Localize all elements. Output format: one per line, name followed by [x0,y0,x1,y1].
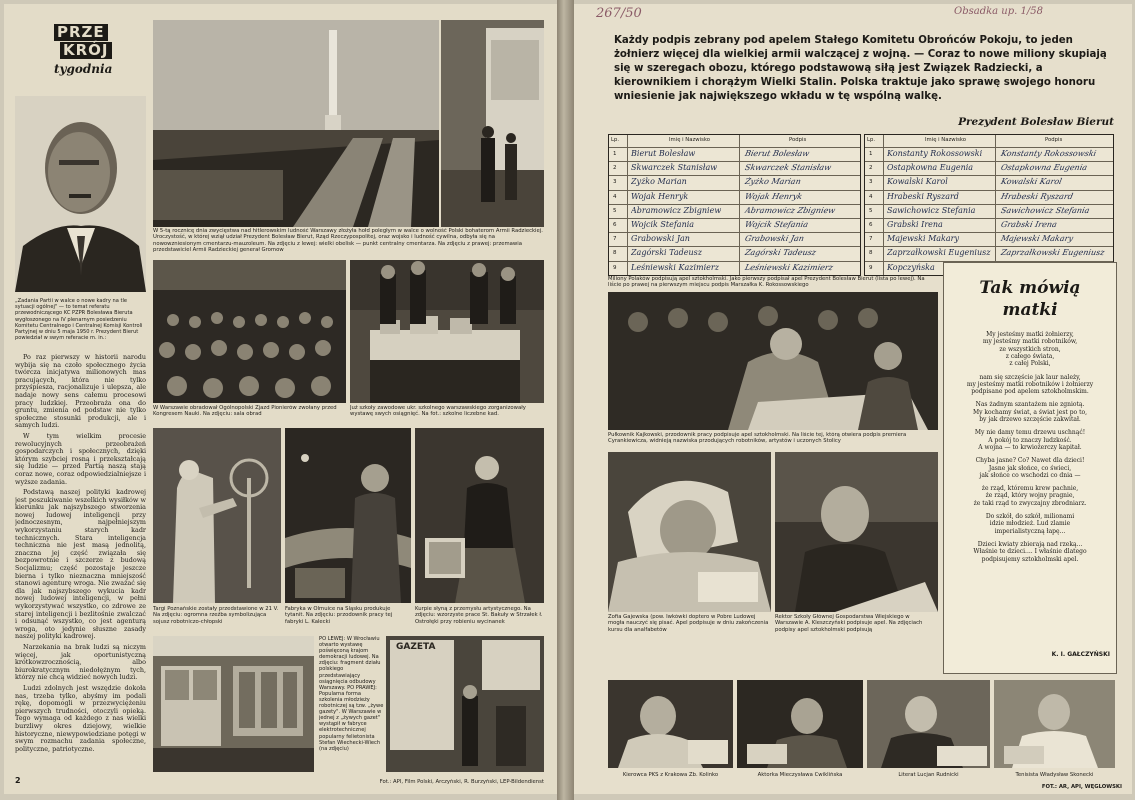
article-text [15,354,146,784]
poem-box [943,262,1117,674]
col-sign: Podpis [1045,137,1063,143]
poem-line: podpisujemy sztokholmski apel. [981,555,1079,563]
signature-name: Hrabeski Ryszard [887,191,959,201]
right-photo-credits: FOT.: AR, API, WĘGLOWSKI [1041,784,1122,790]
signature-name: Grabowski Jan [631,234,690,244]
article-paragraph: Ludzi zdolnych jest wszędzie dokoła nas, trzeba tylko, abyśmy im podali rękę, dopomogli w przezwyciężeniu pierwszych trudności, otoczyli opieką. Tego wymaga od każdego z nas wielki burzliwy okres dziejowy, wielkie historyczne, niewypowiedziane potęgi w swym rozmachu zadania społeczne, polityczne, patriotyczne. [15,683,146,753]
portrait-photo [15,96,146,292]
poem-title-line2: matki [1002,300,1058,320]
signature-row-divider [865,147,1113,148]
signature-name: Sawichowicz Stefania [887,205,976,215]
page-number: 2 [15,776,21,785]
col-sign: Podpis [789,137,807,143]
grandmother-caption: Zofia Gajewska (pow. Iwkówki doptero w Pobre Ludowej mogła nauczyć się pisać. Apel podpisuje w dniu zakończenia kursu dla analfabetów [608,614,769,633]
memorial-photo-right [441,20,544,227]
signature-row-number: 2 [613,165,617,172]
signature-name: Skwarczek Stanisław [631,163,718,173]
fair-caption: Targi Poznańskie zostały przedstawione w 21 V. Na zdjęciu: ogromna rzeźba symbolizująca sojusz robotniczo-chłopski [153,606,279,625]
handwritten-number: 267/50 [596,6,642,21]
living-newspaper-photo [386,636,544,772]
fair-sculpture-photo [153,428,281,603]
actress-photo [737,680,863,768]
poem-line: Dzieci kwiaty zbierają nad rzeką... [977,540,1083,548]
poem-line: Chyba jasne? Co? Nawet dla dzieci! [975,457,1085,465]
folk-art-caption: Kurpie słyną z przemysłu artystycznego. Na zdjęciu: wzorzyste prace St. Bakuły w Strzałek ł. Ostrołęki przy robieniu wycinanek [415,606,543,625]
signature-row-number: 1 [613,151,617,157]
school-exhibit-caption: Już szkoły zawodowe ukr. szkolnego warszawskiego zorganizowały wystawę swych osiągnięć. Na fot.: szkolne liczebne kad. [350,405,526,418]
poem-line: jak słońce co wschodzi co dnia — [979,471,1081,479]
signature-row-number: 8 [869,250,873,257]
poem-line: my jesteśmy matki robotników, [982,338,1078,346]
signature-scribble: Żyżko Marian [744,177,802,187]
poem-line: My nie damy temu drzewu uschnąć! [974,429,1086,437]
signature-name: Majewski Makary [887,234,959,244]
signature-row-number: 7 [613,236,617,243]
poem-line: A wojna — to krwiożerczy kapitał. [978,443,1082,451]
board-title: GAZETA [396,642,436,652]
school-exhibit-photo [350,260,544,403]
signature-row-divider [609,218,860,219]
signature-row-number: 2 [869,165,873,172]
signature-row-divider [865,218,1113,219]
left-photo-credits: Fot.: API, Film Polski, Arczyński, R. Burzyński, LEP-Bildendienst [379,779,544,785]
signature-name: Grabski Irena [887,220,943,229]
poem-line: Do szkół, do szkół, milionami [985,513,1075,520]
memorial-caption: W 5-tą rocznicę dnia zwycięstwa nad hitlerowskim ludność Warszawy złożyła hołd poległym w walce o wolność Polski bohaterom Armii Radzieckiej. Uroczystość, w której wziął udział Prezydent Bolesław Bierut, Rząd Rzeczypospolitej, oraz wojsko i ludność cywilna, odbyła się na nowowzniesionym cmentarzu-mauzoleum. Na zdjęciu z lewej: wielki obelisk — punkt centralny cmentarza. Na zdjęciu z prawej: przemawia przedstawiciel Armii Radzieckiej generał Gromow [153,228,543,254]
signature-name: Wojak Henryk [631,191,689,201]
memorial-photo-left [153,20,439,227]
signature-scribble: Grabski Irena [1000,220,1058,229]
logo-subtitle: tygodnia [54,62,113,76]
signature-row-number: 8 [613,250,617,257]
bottom-caption-writer: Literat Lucjan Rudnicki [898,772,959,778]
signature-name: Konstanty Rokossowski [887,149,983,158]
driver-photo [608,680,733,768]
signature-name: Abramowicz Zbigniew [631,205,722,215]
factory-caption: Fabryka w Olmuice na Śląsku produkuje tytanit. Na zdjęciu: przodownik pracy tej fabryki L. Kalecki [285,606,393,625]
signature-row-divider [609,261,860,262]
kajkowski-photo [608,292,938,430]
poem-line: z całego świata, [1005,352,1055,360]
grandmother-photo [608,452,771,612]
poem-line: by jak drzewo szczęście zakwitał. [979,416,1081,423]
signature-list-right [864,134,1114,276]
signature-name: Zaprzałkowski Eugeniusz [887,248,991,258]
signature-name: Kopczyńska [887,262,935,272]
signature-scribble: Skwarczek Stanisław [744,163,833,173]
signature-scribble: Hrabeski Ryszard [1000,191,1074,201]
article-paragraph: W tym wielkim procesie rewolucyjnych przeobrażeń gospodarczych i społecznych, dzięki którym szybciej rosną i przekształcają się ludzie — przed Partią naszą stają coraz nowe, coraz odpowiedzialniejsze i wyższe zadania. [15,431,146,486]
poem-line: idzie młodzież. Lud zlamie [989,520,1071,528]
signatures-caption: Miliony Polaków podpisują apel sztokholmski. Jako pierwszy podpisał apel Prezydent Bolesław Bierut (lista po lewej). Na liście po prawej na pierwszym miejscu podpis Marszałka K. Rokossowskiego [608,276,925,289]
bottom-caption-driver: Kierowca PKS z Krakowa Zb. Kolinko [622,772,719,778]
poem-line: że rząd, który wojny pragnie, [985,492,1075,500]
portrait-caption: „Zadania Partii w walce o nowe kadry na tle sytuacji ogólnej" — to temat referatu przewodniczącego KC PZPR Bolesława Bieruta wygłoszonego na IV plenarnym posiedzeniu Komitetu Centralnego i Centralnej Komisji Kontroli Partyjnej w dniu 5 maja 1950 r. Prezydent Bierut powiedział w swym referacie m. in.: [15,298,143,342]
signature-row-number: 5 [869,207,873,214]
headline-attribution: Prezydent Bolesław Bierut [958,116,1114,128]
factory-photo [285,428,411,603]
poem-line: że taki rząd to zwyczajny zbrodniarz. [973,499,1087,507]
article-paragraph: Podstawą naszej polityki kadrowej jest poszukiwanie wszelkich wysiłków w kierunku jak najszybszego stworzenia nowej ludowej inteligencji przy jednoczesnym, najpełniejszym wykorzystaniu starych kadr technicznych. Stara inteligencja techniczna nie jest masą jednolitą, znaczna jej część związała się bezpowrotnie i szczerze z budową Socjalizmu; część pozostaje jeszcze bierna i tylko nieznaczna mniejszość stanowi agenturę wroga. Nie zważać się dla jak najszybszego wykucia kadr nowej ludowej inteligencji, w pełni wykorzystywać wszystko, co zdrowe ze starej inteligencji i bezlitośnie zwalczać i odsunąć wszystko, co jest agenturą wroga, oto jedynie słuszne zasady naszej polityki kadrowej. [15,488,146,641]
signature-scribble: Wojcik Stefania [744,220,810,229]
congress-caption: W Warszawie obradował Ogólnopolski Zjazd Pionierów zwołany przed Kongresem Nauki. Na zdjęciu: sala obrad [153,405,337,418]
poem-line: że rząd, któremu krew pachnie, [981,485,1079,493]
col-name: Imię i Nazwisko [669,137,710,143]
logo-line1: PRZE [54,24,108,41]
signature-name: Ostapkowna Eugenia [887,163,974,173]
poem-title-line1: Tak mówią [979,278,1081,298]
congress-photo [153,260,346,403]
signature-row-number: 3 [869,179,873,186]
left-page [4,4,557,794]
signature-name: Leśniewski Kazimierz [631,262,719,272]
signature-row-number: 6 [613,222,617,228]
headline-quote: Każdy podpis zebrany pod apelem Stałego Komitetu Obrońców Pokoju, to jeden żołnierz więcej dla wielkiej armii walczącej z wojną. — Coraz to nowe miliony skupiają się w szeregach obozu, którego podstawową siłą jest Związek Radziecki, a kierownikiem i chorążym Wielki Stalin. Polska traktuje jako sprawę swojego honoru wniesienie jak największego wkładu w tę wspólną walkę. [614,35,1107,102]
bottom-caption-actress: Aktorka Mieczysława Ćwiklińska [757,772,843,778]
signature-row-divider [609,190,860,191]
col-name: Imię i Nazwisko [925,137,966,143]
signature-row-number: 5 [613,207,617,214]
tennis-player-photo [994,680,1115,768]
signature-row-divider [609,204,860,205]
signature-row-number: 9 [869,264,873,271]
signature-row-number: 4 [869,193,873,200]
signature-scribble: Wojak Henryk [744,191,804,201]
poem-line: Właśnie te dzieci.... I właśnie dlatego [973,548,1087,556]
poem-line: A pokój to znaczy ludzkość. [988,436,1072,444]
poem-author: K. I. GAŁCZYŃSKI [1051,651,1110,658]
signature-scribble: Sawichowicz Stefania [1000,205,1091,215]
poem-line: my jesteśmy matki robotników i żołnierzy [966,380,1094,388]
signature-list-left [608,134,861,276]
exhibition-photo [153,636,314,772]
logo-line2: KRÓJ [60,42,112,59]
signature-name: Zagórski Tadeusz [631,248,702,258]
signature-name: Bierut Bolesław [631,149,696,158]
poem-line: ze wszystkich stron, [999,345,1061,353]
signature-name: Wojcik Stefania [631,220,695,229]
kajkowski-caption: Pułkownik Kajkowski, przodownik pracy podpisuje apel sztokholmski. Na liście tej, którą otwiera podpis premiera Cyrankiewicza, widnieją nazwiska przodujących robotników, artystów i uczonych Stolicy [608,432,907,445]
poem-line: nam się szczęście jak laur należy, [979,373,1081,381]
signature-scribble: Abramowicz Zbigniew [744,205,837,215]
col-lp: Lp. [867,137,875,143]
article-paragraph: Narzekania na brak ludzi są niczym więcej, jak oportunistyczną krótkowzrocznością, albo biurokratycznym niedołężnym tych, którzy nie chcą widzieć nowych ludzi. [15,642,146,682]
signature-row-number: 4 [613,193,617,200]
poem-line: Jasne jak słońce, co świeci, [988,464,1072,472]
poem-line: podpisane pod apelem sztokholmskim. [971,388,1089,396]
bottom-caption-tennis: Tenisista Władysław Skonecki [1015,772,1094,778]
poem-line: imperialistyczną łapę... [994,527,1066,535]
signature-name: Kowalski Karol [887,177,948,187]
signature-row-divider [609,147,860,148]
right-page [574,4,1132,794]
magazine-logo [46,24,116,82]
rector-photo [775,452,938,612]
signature-row-number: 1 [869,151,873,157]
signature-scribble: Kowalski Karol [1000,177,1063,187]
signature-row-number: 9 [613,264,617,271]
page-gutter [557,0,574,800]
signature-scribble: Grabowski Jan [744,234,805,244]
folk-art-photo [415,428,544,603]
exhibition-caption: PO LEWEJ: W Wrocławiu otwarto wystawę poświęconą krajom demokracji ludowej. Na zdjęciu: fragment działu polskiego przedstawiający osiągnięcia odbudowy Warszawy. PO PRAWEJ: Popularna forma szkolenia młodzieży robotniczej są tzw. „żywe gazety". W Warszawie w jednej z „żywych gazet" wystąpił w fabryce elektrotechnicznej popularny felietonista Stefan Wiechecki-Wiech (na zdjęciu) [319,636,384,752]
poem-line: z całej Polski, [1009,360,1051,368]
poem-line: My jesteśmy matki żołnierzy, [986,331,1074,338]
signature-row-number: 3 [613,179,617,186]
signature-row-divider [865,190,1113,191]
poem-line: My kochamy świat, a świat jest po to, [972,408,1088,416]
signature-scribble: Ostapkowna Eugenia [1000,163,1089,173]
signature-row-number: 6 [869,222,873,228]
signature-name: Żyżko Marian [631,177,687,187]
signature-scribble: Leśniewski Kazimierz [744,262,834,272]
writer-photo [867,680,990,768]
signature-row-number: 7 [869,236,873,243]
poem-line: Nas żadnym szantażem nie zgniotą. [975,401,1085,409]
signature-scribble: Konstanty Rokossowski [1000,149,1098,158]
handwritten-note: Obsadka up. 1/58 [954,6,1043,17]
article-paragraph: Po raz pierwszy w historii narodu wybija się na czoło społecznego życia twórcza inicjatywa milionowych mas pracujących, która nie tylko przyśpiesza, racjonalizuje i ulepsza, ale nadaje nowy sens całemu procesowi pracy ludzkiej. Przeobraża ona do gruntu, zmienia od podstaw nie tylko społeczne stosunki produkcji, ale i samych ludzi. [15,354,146,430]
signature-scribble: Bierut Bolesław [744,149,811,158]
signature-row-divider [865,204,1113,205]
rector-caption: Rektor Szkoły Głównej Gospodarstwa Wiejskiego w Warszawie A. Kleszczyński podpisuje apel. Na zdjęciach podpisy apel sztokholmski podpisują [775,614,923,633]
signature-scribble: Majewski Makary [1000,234,1074,244]
signature-scribble: Zaprzałkowski Eugeniusz [1000,248,1106,258]
signature-scribble: Zagórski Tadeusz [744,248,817,258]
col-lp: Lp. [611,137,619,143]
